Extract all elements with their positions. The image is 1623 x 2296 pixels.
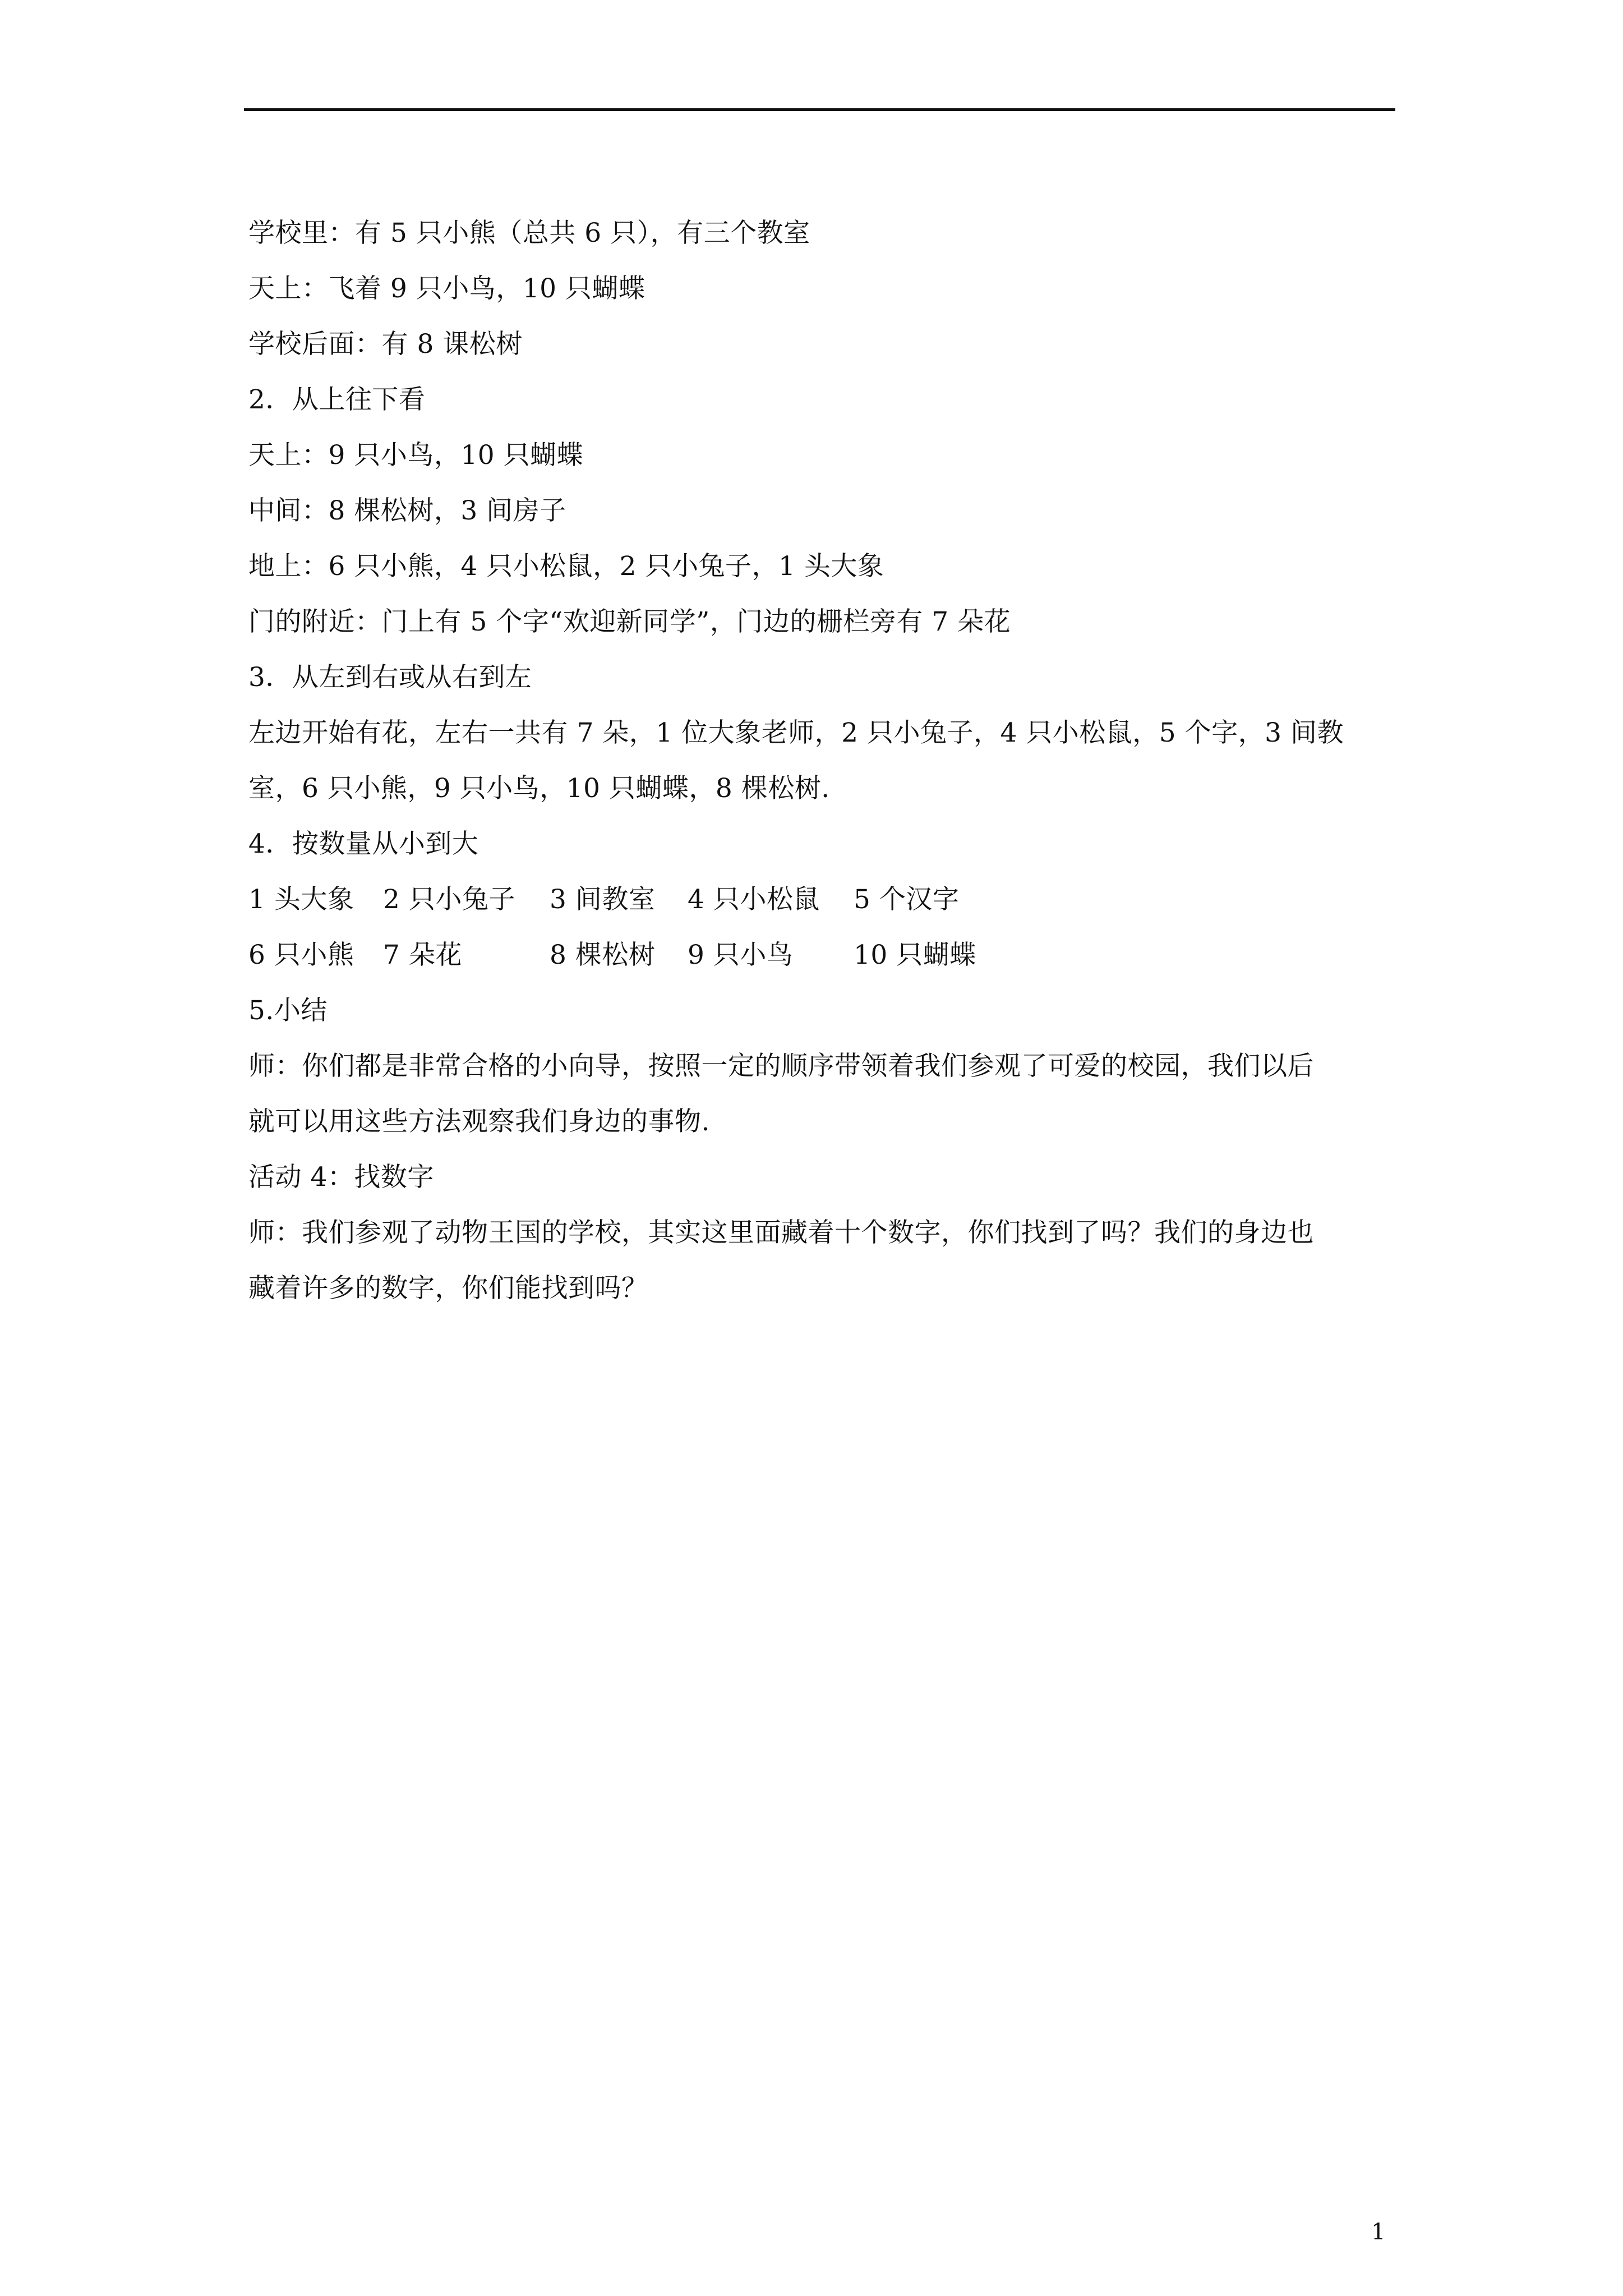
text-line: 就可以用这些方法观察我们身边的事物.: [248, 1106, 710, 1137]
count-item: 1 头大象: [248, 884, 354, 915]
count-item: 7 朵花: [383, 940, 462, 970]
text-line: 门的附近：门上有 5 个字“欢迎新同学”，门边的栅栏旁有 7 朵花: [248, 606, 1011, 637]
section-heading: 2．从上往下看: [248, 384, 426, 415]
count-row: [248, 927, 1395, 983]
document-body: [248, 205, 1395, 1316]
count-item: 6 只小熊: [248, 940, 354, 970]
section-heading: 活动 4：找数字: [248, 1162, 434, 1193]
count-item: 10 只蝴蝶: [854, 940, 976, 970]
count-item: 2 只小兔子: [383, 884, 515, 915]
page-number: 1: [1371, 2219, 1386, 2245]
text-line: 地上：6 只小熊，4 只小松鼠，2 只小兔子，1 头大象: [248, 551, 884, 582]
text-line: 中间：8 棵松树，3 间房子: [248, 495, 566, 526]
text-line: 左边开始有花，左右一共有 7 朵，1 位大象老师，2 只小兔子，4 只小松鼠，5 个字，3 间教: [248, 717, 1344, 748]
text-line: 天上：飞着 9 只小鸟，10 只蝴蝶: [248, 273, 645, 304]
count-item: 5 个汉字: [854, 884, 960, 915]
count-item: 4 只小松鼠: [688, 884, 820, 915]
count-item: 8 棵松树: [550, 940, 656, 970]
text-line: 天上：9 只小鸟，10 只蝴蝶: [248, 440, 584, 471]
text-line: 藏着许多的数字，你们能找到吗？: [248, 1273, 648, 1304]
count-row: [248, 872, 1395, 927]
text-line: 室，6 只小熊，9 只小鸟，10 只蝴蝶，8 棵松树.: [248, 773, 830, 804]
count-item: 9 只小鸟: [688, 940, 794, 970]
text-line: 师：你们都是非常合格的小向导，按照一定的顺序带领着我们参观了可爱的校园，我们以后: [248, 1051, 1314, 1082]
header-rule: [244, 108, 1395, 111]
text-line: 师：我们参观了动物王国的学校，其实这里面藏着十个数字，你们找到了吗？我们的身边也: [248, 1217, 1314, 1248]
section-heading: 3．从左到右或从右到左: [248, 662, 532, 693]
count-item: 3 间教室: [550, 884, 656, 915]
text-line: 学校后面：有 8 课松树: [248, 329, 523, 360]
text-line: 学校里：有 5 只小熊（总共 6 只），有三个教室: [248, 218, 810, 249]
section-heading: 5.小结: [248, 995, 328, 1026]
section-heading: 4．按数量从小到大: [248, 829, 479, 859]
